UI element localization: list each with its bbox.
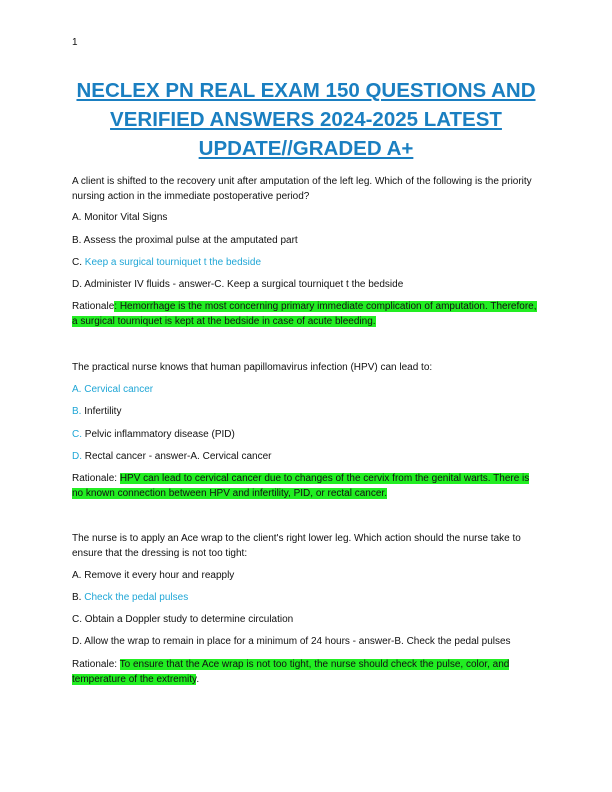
option-prefix: B. bbox=[72, 592, 85, 603]
correct-option-text: Keep a surgical tourniquet t the bedside bbox=[84, 257, 262, 268]
rationale-label: Rationale: bbox=[72, 659, 120, 670]
option-text: Pelvic inflammatory disease (PID) bbox=[82, 429, 235, 440]
question-3-stem: The nurse is to apply an Ace wrap to the client's right lower leg. Which action should the nurse take to ensure that the dressing is not too tight: bbox=[72, 533, 521, 559]
question-2-option-a: A. Cervical cancer bbox=[72, 384, 154, 395]
question-3-option-c: C. Obtain a Doppler study to determine circulation bbox=[72, 614, 294, 625]
question-1-option-a: A. Monitor Vital Signs bbox=[72, 212, 168, 223]
question-1-option-b: B. Assess the proximal pulse at the amputated part bbox=[72, 235, 298, 246]
option-prefix: C. bbox=[72, 429, 82, 440]
page-number: 1 bbox=[72, 37, 78, 48]
option-prefix: D. bbox=[72, 451, 82, 462]
correct-option-text: Check the pedal pulses bbox=[84, 592, 189, 603]
question-1-stem: A client is shifted to the recovery unit after amputation of the left leg. Which of the following is the priority nursing action in the immediate postoperative period? bbox=[72, 176, 532, 202]
option-prefix: B. bbox=[72, 406, 82, 417]
question-3-option-b bbox=[72, 590, 542, 605]
question-2-rationale bbox=[72, 471, 542, 501]
question-1-option-d: D. Administer IV fluids - answer-C. Keep a surgical tourniquet t the bedside bbox=[72, 279, 404, 290]
option-text: Rectal cancer - answer-A. Cervical cancer bbox=[82, 451, 272, 462]
question-1-rationale bbox=[72, 299, 542, 329]
question-2-stem: The practical nurse knows that human papillomavirus infection (HPV) can lead to: bbox=[72, 362, 433, 373]
question-3-rationale bbox=[72, 657, 542, 687]
rationale-highlight: HPV can lead to cervical cancer due to changes of the cervix from the genital warts. There is no known connection between HPV and infertility, PID, or rectal cancer. bbox=[72, 473, 530, 499]
rationale-end: . bbox=[196, 674, 200, 685]
question-2-option-c bbox=[72, 427, 542, 442]
question-3-option-a: A. Remove it every hour and reapply bbox=[72, 570, 235, 581]
rationale-label: Rationale bbox=[72, 301, 115, 312]
question-2-option-b bbox=[72, 404, 542, 419]
document-title: NECLEX PN REAL EXAM 150 QUESTIONS AND VERIFIED ANSWERS 2024-2025 LATEST UPDATE//GRADED A+ bbox=[76, 79, 536, 160]
option-prefix: C. bbox=[72, 257, 85, 268]
rationale-highlight: : Hemorrhage is the most concerning primary immediate complication of amputation. Therefore, a surgical tourniquet is kept at the bedside in case of acute bleeding. bbox=[72, 301, 537, 327]
option-text: Infertility bbox=[81, 406, 122, 417]
question-2-option-d bbox=[72, 449, 542, 464]
question-3-option-d: D. Allow the wrap to remain in place for a minimum of 24 hours - answer-B. Check the pedal pulses bbox=[72, 636, 511, 647]
rationale-label: Rationale: bbox=[72, 473, 120, 484]
question-1-option-c bbox=[72, 255, 542, 270]
rationale-highlight: To ensure that the Ace wrap is not too tight, the nurse should check the pulse, color, and temperature of the extremity bbox=[72, 659, 510, 685]
